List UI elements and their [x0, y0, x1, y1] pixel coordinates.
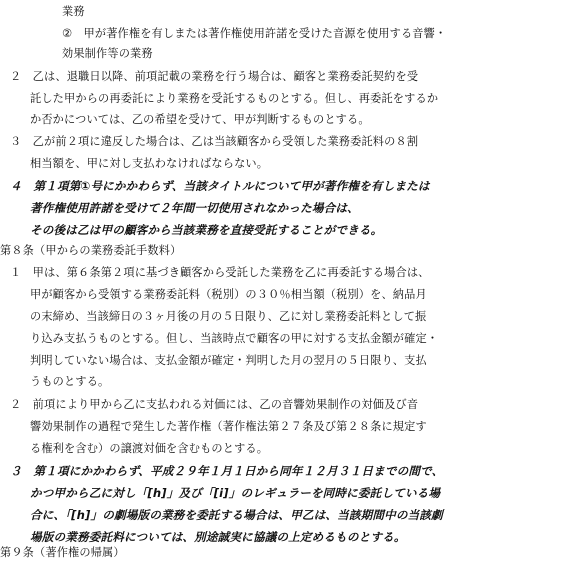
- text-line: 業務: [62, 5, 85, 18]
- text-line: 相当額を、甲に対し支払わなければならない。: [30, 157, 269, 170]
- text-line: ４ 第１項第①号にかかわらず、当該タイトルについて甲が著作権を有しまたは: [10, 179, 430, 193]
- text-line: り込み支払うものとする。但し、当該時点で顧客の甲に対する支払金額が確定・: [30, 332, 439, 345]
- text-line: 託した甲からの再委託により業務を受託するものとする。但し、再委託をするか: [30, 92, 439, 105]
- text-line: ２ 乙は、退職日以降、前項記載の業務を行う場合は、顧客と業務委託契約を受: [10, 70, 419, 83]
- text-line: る権利を含む）の譲渡対価を含むものとする。: [30, 442, 269, 455]
- article-heading: 第９条（著作権の帰属）: [0, 546, 125, 559]
- text-line: かつ甲から乙に対し「[h]」及び「[i]」のレギュラーを同時に委託している場: [30, 486, 441, 500]
- text-line: 効果制作等の業務: [62, 47, 153, 60]
- text-line: の末締め、当該締日の３ヶ月後の月の５日限り、乙に対し業務委託料として振: [30, 310, 427, 323]
- text-line: 著作権使用許諾を受けて２年間一切使用されなかった場合は、: [30, 201, 359, 215]
- text-line: か否かについては、乙の希望を受けて、甲が判断するものとする。: [30, 113, 370, 126]
- text-line: ３ 第１項にかかわらず、平成２９年１月１日から同年１２月３１日までの間で、: [10, 464, 444, 478]
- text-line: 場版の業務委託料については、別途誠実に協議の上定めるものとする。: [30, 530, 406, 544]
- text-line: ３ 乙が前２項に違反した場合は、乙は当該顧客から受領した業務委託料の８割: [10, 135, 419, 148]
- text-line: 合に、「[h]」の劇場版の業務を委託する場合は、甲乙は、当該期間中の当該劇: [30, 508, 443, 522]
- text-line: ② 甲が著作権を有しまたは著作権使用許諾を受けた音源を使用する音響・: [62, 27, 447, 40]
- text-line: １ 甲は、第６条第２項に基づき顧客から受託した業務を乙に再委託する場合は、: [10, 266, 430, 279]
- text-line: ２ 前項により甲から乙に支払われる対価には、乙の音響効果制作の対価及び音: [10, 398, 419, 411]
- article-heading: 第８条（甲からの業務委託手数料）: [0, 244, 182, 257]
- text-line: 判明していない場合は、支払金額が確定・判明した月の翌月の５日限り、支払: [30, 354, 427, 367]
- text-line: うものとする。: [30, 375, 110, 388]
- text-line: その後は乙は甲の顧客から当該業務を直接受託することができる。: [30, 223, 383, 237]
- text-line: 甲が顧客から受領する業務委託料（税別）の３０％相当額（税別）を、納品月: [30, 288, 427, 301]
- text-line: 響効果制作の過程で発生した著作権（著作権法第２７条及び第２８条に規定す: [30, 420, 427, 433]
